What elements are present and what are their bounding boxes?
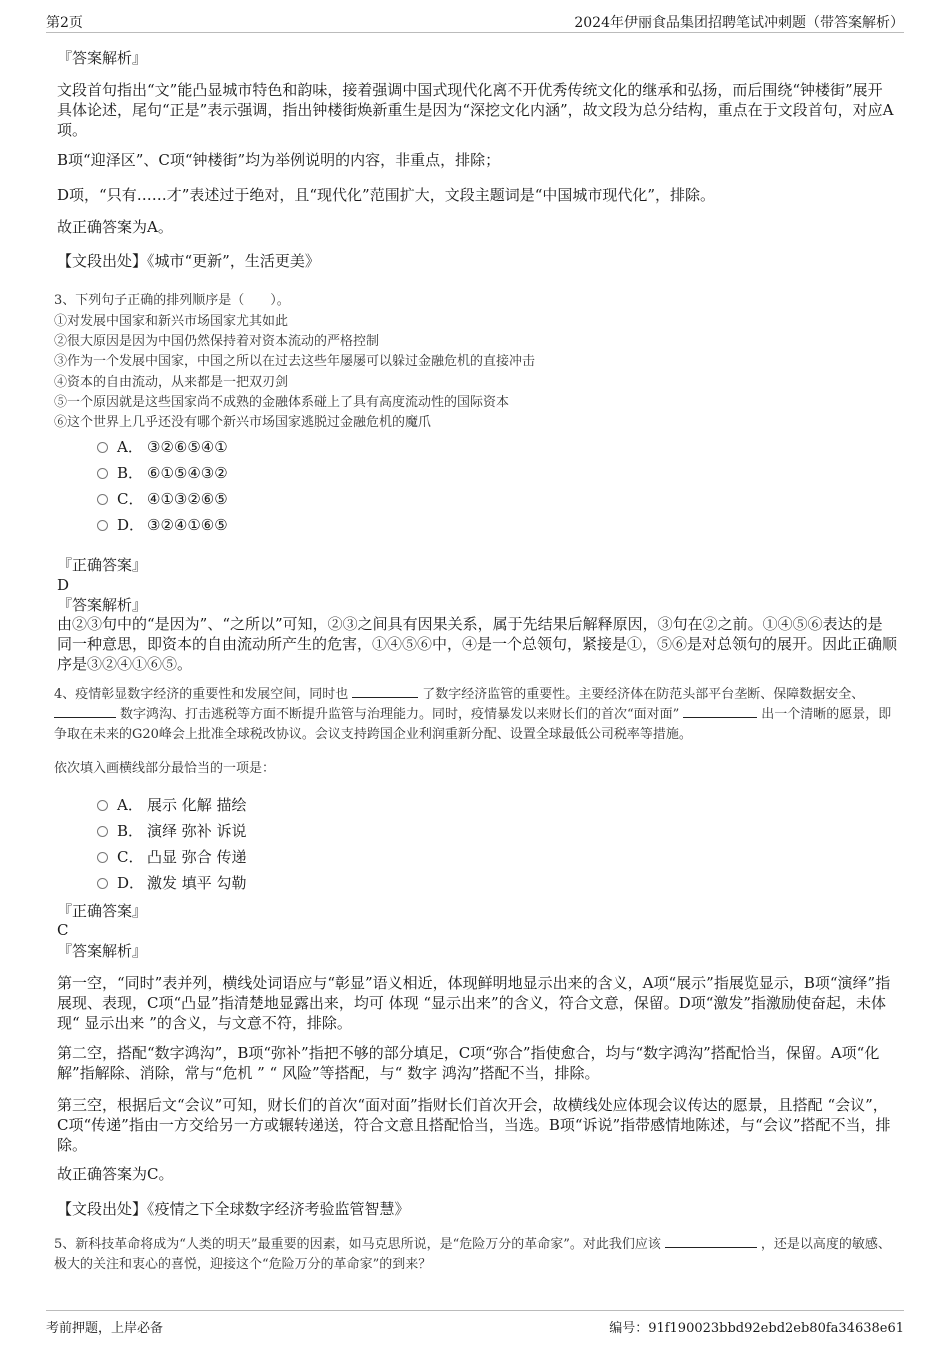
sentence-item: ①对发展中国家和新兴市场国家尤其如此	[54, 314, 289, 329]
passage-source: 【文段出处】《疫情之下全球数字经济考验监管智慧》	[57, 1200, 410, 1218]
option-a[interactable]: A． 展示 化解 描绘	[97, 795, 247, 815]
analysis-paragraph: 第三空，根据后文“会议”可知，财长们的首次“面对面”指财长们首次开会，故横线处应体现会议传达的愿景，且搭配 “会议”，C项“传递”指由一方交给另一方或辗转递送，符合文意且搭配恰当，当选。B项“诉说”指带感情地陈述，与“会议”搭配不当，排除。	[57, 1096, 891, 1154]
analysis-paragraph: 第二空，搭配“数字鸿沟”，B项“弥补”指把不够的部分填足，C项“弥合”指使愈合，均与“数字鸿沟”搭配恰当，保留。A项“化解”指解除、消除，常与“危机 ” “ 风险”等搭配，与“ 数字 鸿沟”搭配不当，排除。	[57, 1044, 880, 1082]
answer-label: 『正确答案』	[57, 902, 148, 920]
radio-button[interactable]	[97, 494, 108, 505]
radio-button[interactable]	[97, 520, 108, 531]
passage-source: 【文段出处】《城市“更新”，生活更美》	[57, 252, 320, 270]
question-instruction: 依次填入画横线部分最恰当的一项是：	[54, 761, 276, 776]
analysis-label: 『答案解析』	[57, 49, 148, 67]
analysis-paragraph: D项，“只有……才”表述过于绝对，且“现代化”范围扩大，文段主题词是“中国城市现代化”，排除。	[57, 186, 716, 204]
analysis-paragraph: 第一空，“同时”表并列，横线处词语应与“彰显”语义相近，体现鲜明地显示出来的含义，A项“展示”指展览显示，B项“演绎”指展现、表现，C项“凸显”指清楚地显露出来，均可 体现 “显示出来”的含义，符合文意，保留。D项“激发”指激励使奋起，未体现“ 显示出来 ”的含义，与文意不符，排除。	[57, 974, 891, 1032]
option-c[interactable]: C． 凸显 弥合 传递	[97, 847, 247, 867]
footer-slogan: 考前押题，上岸必备	[46, 1321, 164, 1336]
answer-label: 『正确答案』	[57, 556, 148, 574]
question-stem: 4、疫情彰显数字经济的重要性和发展空间，同时也 了数字经济监管的重要性。主要经济体在防范头部平台垄断、保障数据安全、 数字鸿沟、打击逃税等方面不断提升监管与治理能力。同时，疫情暴发以来财长们的首次“面对面” 出一个清晰的愿景，即争取在未来的G20峰会上批准全球税改协议。会议支持跨国企业利润重新分配、设置全球最低公司税率等措施。	[54, 687, 892, 742]
radio-button[interactable]	[97, 800, 108, 811]
analysis-label: 『答案解析』	[57, 942, 148, 960]
option-b[interactable]: B． ⑥①⑤④③②	[97, 463, 228, 483]
radio-button[interactable]	[97, 826, 108, 837]
analysis-paragraph: 由②③句中的“是因为”、“之所以”可知，②③之间具有因果关系，属于先结果后解释原因，③句在②之前。①④⑤⑥表达的是同一种意思，即资本的自由流动所产生的危害，①④⑤⑥中，④是一个总领句，紧接是①，⑤⑥是对总领句的展开。因此正确顺序是③②④①⑥⑤。	[57, 615, 898, 673]
document-title: 2024年伊丽食品集团招聘笔试冲刺题（带答案解析）	[574, 15, 904, 31]
sentence-item: ④资本的自由流动，从来都是一把双刃剑	[54, 375, 289, 390]
answer-conclusion: 故正确答案为A。	[57, 218, 173, 236]
analysis-paragraph: B项“迎泽区”、C项“钟楼街”均为举例说明的内容，非重点，排除；	[57, 151, 501, 169]
sentence-item: ⑤一个原因就是这些国家尚不成熟的金融体系碰上了具有高度流动性的国际资本	[54, 395, 510, 410]
correct-answer: D	[57, 576, 70, 594]
page-number: 第2页	[46, 15, 83, 31]
fill-blank	[352, 685, 418, 698]
option-b[interactable]: B． 演绎 弥补 诉说	[97, 821, 247, 841]
option-d[interactable]: D． ③②④①⑥⑤	[97, 515, 228, 535]
fill-blank	[683, 705, 757, 718]
fill-blank	[54, 705, 116, 718]
option-d[interactable]: D． 激发 填平 勾勒	[97, 873, 247, 893]
option-a[interactable]: A． ③②⑥⑤④①	[97, 437, 228, 457]
sentence-item: ②很大原因是因为中国仍然保持着对资本流动的严格控制	[54, 334, 380, 349]
analysis-label: 『答案解析』	[57, 596, 148, 614]
correct-answer: C	[57, 921, 69, 939]
option-c[interactable]: C． ④①③②⑥⑤	[97, 489, 228, 509]
page-header	[46, 8, 904, 33]
radio-button[interactable]	[97, 852, 108, 863]
analysis-paragraph: 文段首句指出“文”能凸显城市特色和韵味，接着强调中国式现代化离不开优秀传统文化的继承和弘扬，而后围绕“钟楼街”展开具体论述，尾句“正是”表示强调，指出钟楼街焕新重生是因为“深挖文化内涵”，故文段为总分结构，重点在于文段首句，对应A项。	[57, 81, 894, 139]
radio-button[interactable]	[97, 468, 108, 479]
answer-conclusion: 故正确答案为C。	[57, 1165, 174, 1183]
question-stem: 3、下列句子正确的排列顺序是（ ）。	[54, 293, 290, 308]
fill-blank	[665, 1235, 757, 1248]
page-footer	[46, 1310, 904, 1337]
sentence-item: ⑥这个世界上几乎还没有哪个新兴市场国家逃脱过金融危机的魔爪	[54, 415, 432, 430]
radio-button[interactable]	[97, 442, 108, 453]
sentence-item: ③作为一个发展中国家，中国之所以在过去这些年屡屡可以躲过金融危机的直接冲击	[54, 354, 536, 369]
document-id: 编号：91f190023bbd92ebd2eb80fa34638e61	[609, 1321, 904, 1336]
radio-button[interactable]	[97, 878, 108, 889]
question-stem: 5、新科技革命将成为“人类的明天”最重要的因素，如马克思所说，是“危险万分的革命家”。对此我们应该 ，还是以高度的敏感、极大的关注和衷心的喜悦，迎接这个“危险万分的革命家”的到来？	[54, 1237, 891, 1272]
